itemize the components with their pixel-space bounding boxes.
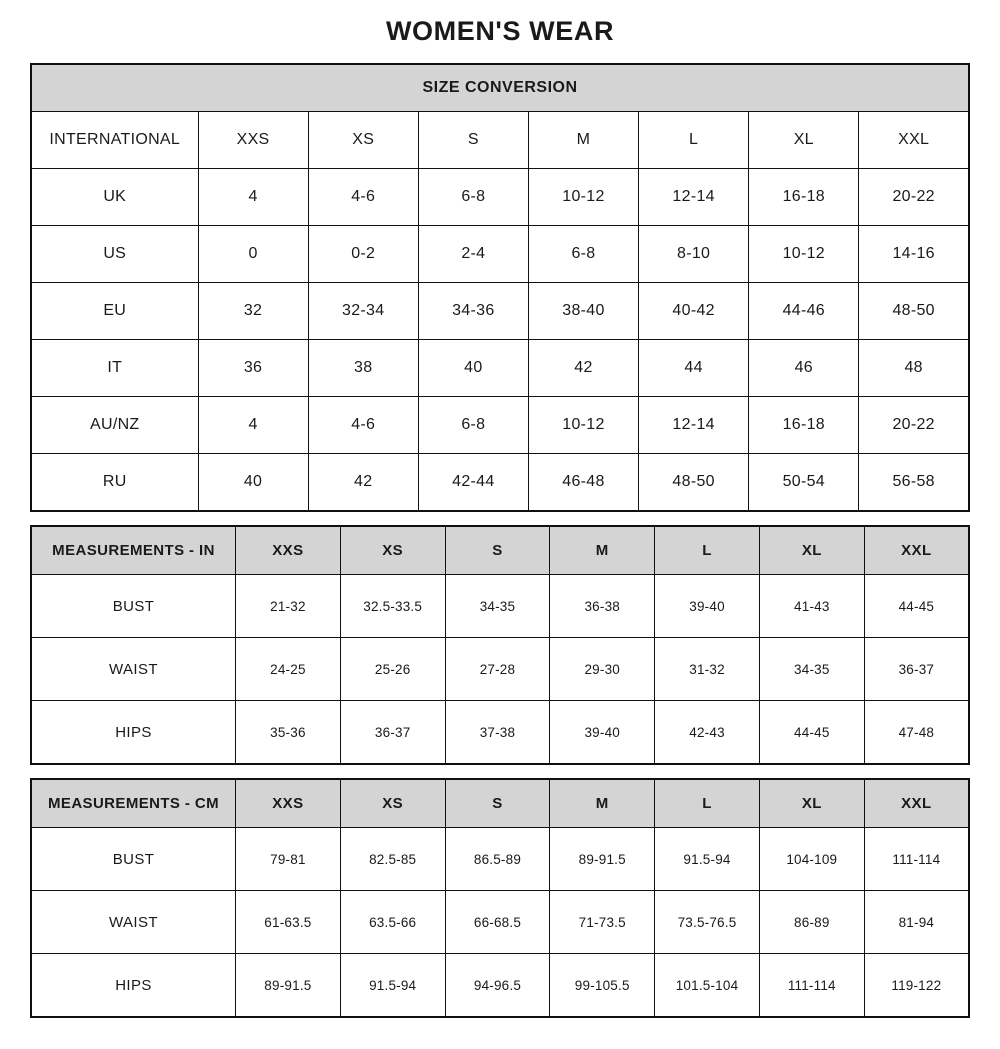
value-cell: 6-8 <box>528 226 638 283</box>
table-row <box>31 575 969 638</box>
column-header-xxs: XXS <box>236 779 341 828</box>
value-cell: 4-6 <box>308 397 418 454</box>
value-cell: 61-63.5 <box>236 891 341 954</box>
value-cell: 91.5-94 <box>340 954 445 1018</box>
value-cell: 39-40 <box>655 575 760 638</box>
value-cell: 36-37 <box>864 638 969 701</box>
column-header-m: M <box>528 112 638 169</box>
value-cell: 34-35 <box>445 575 550 638</box>
value-cell: 73.5-76.5 <box>655 891 760 954</box>
column-header-measurements-cm: MEASUREMENTS - CM <box>31 779 236 828</box>
value-cell: 12-14 <box>639 397 749 454</box>
column-header-xxs: XXS <box>198 112 308 169</box>
value-cell: 38 <box>308 340 418 397</box>
value-cell: 101.5-104 <box>655 954 760 1018</box>
value-cell: 10-12 <box>749 226 859 283</box>
value-cell: 44-46 <box>749 283 859 340</box>
column-header-l: L <box>639 112 749 169</box>
value-cell: 32.5-33.5 <box>340 575 445 638</box>
value-cell: 34-36 <box>418 283 528 340</box>
column-header-l: L <box>655 526 760 575</box>
table-row <box>31 226 969 283</box>
column-header-xl: XL <box>759 779 864 828</box>
table-row <box>31 397 969 454</box>
value-cell: 16-18 <box>749 169 859 226</box>
value-cell: 8-10 <box>639 226 749 283</box>
column-header-xxs: XXS <box>236 526 341 575</box>
value-cell: 48-50 <box>639 454 749 512</box>
value-cell: 44 <box>639 340 749 397</box>
row-label: WAIST <box>31 638 236 701</box>
value-cell: 34-35 <box>759 638 864 701</box>
row-label: WAIST <box>31 891 236 954</box>
value-cell: 94-96.5 <box>445 954 550 1018</box>
value-cell: 14-16 <box>859 226 969 283</box>
value-cell: 27-28 <box>445 638 550 701</box>
value-cell: 6-8 <box>418 169 528 226</box>
column-header-xs: XS <box>308 112 418 169</box>
row-label: BUST <box>31 575 236 638</box>
value-cell: 0 <box>198 226 308 283</box>
table-row <box>31 340 969 397</box>
value-cell: 40-42 <box>639 283 749 340</box>
row-label: IT <box>31 340 198 397</box>
value-cell: 56-58 <box>859 454 969 512</box>
value-cell: 24-25 <box>236 638 341 701</box>
row-label: UK <box>31 169 198 226</box>
value-cell: 39-40 <box>550 701 655 765</box>
column-header-xs: XS <box>340 779 445 828</box>
value-cell: 40 <box>418 340 528 397</box>
table-row <box>31 638 969 701</box>
column-header-xl: XL <box>749 112 859 169</box>
value-cell: 36 <box>198 340 308 397</box>
table-row <box>31 283 969 340</box>
column-header-xl: XL <box>759 526 864 575</box>
table-row <box>31 779 969 828</box>
measurements-cm-table <box>30 778 970 1018</box>
column-header-xs: XS <box>340 526 445 575</box>
value-cell: 42 <box>308 454 418 512</box>
value-cell: 20-22 <box>859 169 969 226</box>
value-cell: 41-43 <box>759 575 864 638</box>
value-cell: 91.5-94 <box>655 828 760 891</box>
table-row <box>31 169 969 226</box>
value-cell: 47-48 <box>864 701 969 765</box>
value-cell: 10-12 <box>528 169 638 226</box>
value-cell: 63.5-66 <box>340 891 445 954</box>
value-cell: 119-122 <box>864 954 969 1018</box>
column-header-m: M <box>550 526 655 575</box>
value-cell: 48-50 <box>859 283 969 340</box>
value-cell: 89-91.5 <box>550 828 655 891</box>
value-cell: 38-40 <box>528 283 638 340</box>
table-row <box>31 954 969 1018</box>
column-header-xxl: XXL <box>859 112 969 169</box>
table-row <box>31 526 969 575</box>
row-label: RU <box>31 454 198 512</box>
value-cell: 81-94 <box>864 891 969 954</box>
value-cell: 111-114 <box>759 954 864 1018</box>
value-cell: 111-114 <box>864 828 969 891</box>
value-cell: 44-45 <box>759 701 864 765</box>
row-label: AU/NZ <box>31 397 198 454</box>
value-cell: 79-81 <box>236 828 341 891</box>
value-cell: 99-105.5 <box>550 954 655 1018</box>
value-cell: 46 <box>749 340 859 397</box>
value-cell: 36-38 <box>550 575 655 638</box>
value-cell: 40 <box>198 454 308 512</box>
value-cell: 4 <box>198 397 308 454</box>
value-cell: 37-38 <box>445 701 550 765</box>
page-title: WOMEN'S WEAR <box>385 16 615 46</box>
column-header-xxl: XXL <box>864 779 969 828</box>
value-cell: 21-32 <box>236 575 341 638</box>
value-cell: 66-68.5 <box>445 891 550 954</box>
column-header-xxl: XXL <box>864 526 969 575</box>
value-cell: 46-48 <box>528 454 638 512</box>
row-label: EU <box>31 283 198 340</box>
value-cell: 0-2 <box>308 226 418 283</box>
value-cell: 71-73.5 <box>550 891 655 954</box>
value-cell: 48 <box>859 340 969 397</box>
value-cell: 86.5-89 <box>445 828 550 891</box>
table-row <box>31 891 969 954</box>
value-cell: 104-109 <box>759 828 864 891</box>
value-cell: 32 <box>198 283 308 340</box>
value-cell: 16-18 <box>749 397 859 454</box>
table-row <box>31 701 969 765</box>
value-cell: 42-44 <box>418 454 528 512</box>
value-cell: 86-89 <box>759 891 864 954</box>
value-cell: 42-43 <box>655 701 760 765</box>
column-header-s: S <box>445 526 550 575</box>
value-cell: 4 <box>198 169 308 226</box>
value-cell: 42 <box>528 340 638 397</box>
value-cell: 32-34 <box>308 283 418 340</box>
column-header-l: L <box>655 779 760 828</box>
value-cell: 82.5-85 <box>340 828 445 891</box>
value-cell: 36-37 <box>340 701 445 765</box>
column-header-s: S <box>445 779 550 828</box>
column-header-s: S <box>418 112 528 169</box>
value-cell: 50-54 <box>749 454 859 512</box>
value-cell: 2-4 <box>418 226 528 283</box>
row-label: HIPS <box>31 954 236 1018</box>
value-cell: 44-45 <box>864 575 969 638</box>
value-cell: 29-30 <box>550 638 655 701</box>
value-cell: 35-36 <box>236 701 341 765</box>
column-header-international: INTERNATIONAL <box>31 112 198 169</box>
value-cell: 12-14 <box>639 169 749 226</box>
row-label: US <box>31 226 198 283</box>
column-header-measurements-in: MEASUREMENTS - IN <box>31 526 236 575</box>
value-cell: 25-26 <box>340 638 445 701</box>
row-label: HIPS <box>31 701 236 765</box>
size-conversion-banner: SIZE CONVERSION <box>31 64 969 112</box>
value-cell: 6-8 <box>418 397 528 454</box>
row-label: BUST <box>31 828 236 891</box>
column-header-m: M <box>550 779 655 828</box>
value-cell: 4-6 <box>308 169 418 226</box>
value-cell: 89-91.5 <box>236 954 341 1018</box>
table-row <box>31 112 969 169</box>
value-cell: 10-12 <box>528 397 638 454</box>
table-row <box>31 828 969 891</box>
size-conversion-table <box>30 63 970 512</box>
value-cell: 20-22 <box>859 397 969 454</box>
value-cell: 31-32 <box>655 638 760 701</box>
measurements-in-table <box>30 525 970 765</box>
table-row <box>31 454 969 512</box>
table-row <box>31 64 969 112</box>
